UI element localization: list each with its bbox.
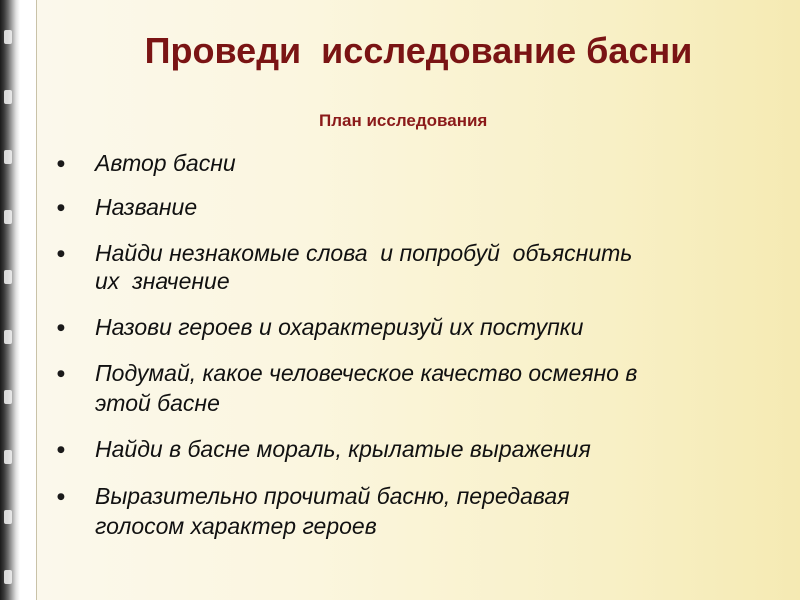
film-strip-decoration bbox=[0, 0, 20, 600]
plan-item-text: Название bbox=[95, 194, 198, 220]
plan-item-text: Выразительно прочитай басню, передавая bbox=[95, 483, 570, 509]
film-hole bbox=[4, 90, 12, 104]
bullet-icon: ● bbox=[57, 203, 65, 213]
film-hole bbox=[4, 30, 12, 44]
slide-content bbox=[36, 0, 800, 600]
plan-item-text-continuation: этой басне bbox=[95, 390, 220, 416]
bullet-icon: ● bbox=[57, 369, 65, 379]
bullet-icon: ● bbox=[57, 323, 65, 333]
bullet-icon: ● bbox=[57, 445, 65, 455]
plan-item-text-continuation: их значение bbox=[95, 268, 230, 294]
plan-item-text-continuation: голосом характер героев bbox=[95, 513, 377, 539]
plan-item-text: Назови героев и охарактеризуй их поступки bbox=[95, 314, 584, 340]
bullet-icon: ● bbox=[57, 492, 65, 502]
plan-item-text: Найди в басне мораль, крылатые выражения bbox=[95, 436, 591, 462]
plan-item-text: Найди незнакомые слова и попробуй объяснить bbox=[95, 240, 633, 266]
film-hole bbox=[4, 390, 12, 404]
film-hole bbox=[4, 450, 12, 464]
plan-item-text: Автор басни bbox=[95, 150, 236, 176]
film-hole bbox=[4, 570, 12, 584]
plan-subtitle: План исследования bbox=[319, 111, 488, 130]
slide-title: Проведи исследование басни bbox=[144, 30, 693, 71]
film-hole bbox=[4, 210, 12, 224]
film-hole bbox=[4, 270, 12, 284]
film-hole bbox=[4, 150, 12, 164]
film-hole bbox=[4, 330, 12, 344]
bullet-icon: ● bbox=[57, 159, 65, 169]
plan-item-text: Подумай, какое человеческое качество осмеяно в bbox=[95, 360, 638, 386]
bullet-icon: ● bbox=[57, 249, 65, 259]
film-hole bbox=[4, 510, 12, 524]
